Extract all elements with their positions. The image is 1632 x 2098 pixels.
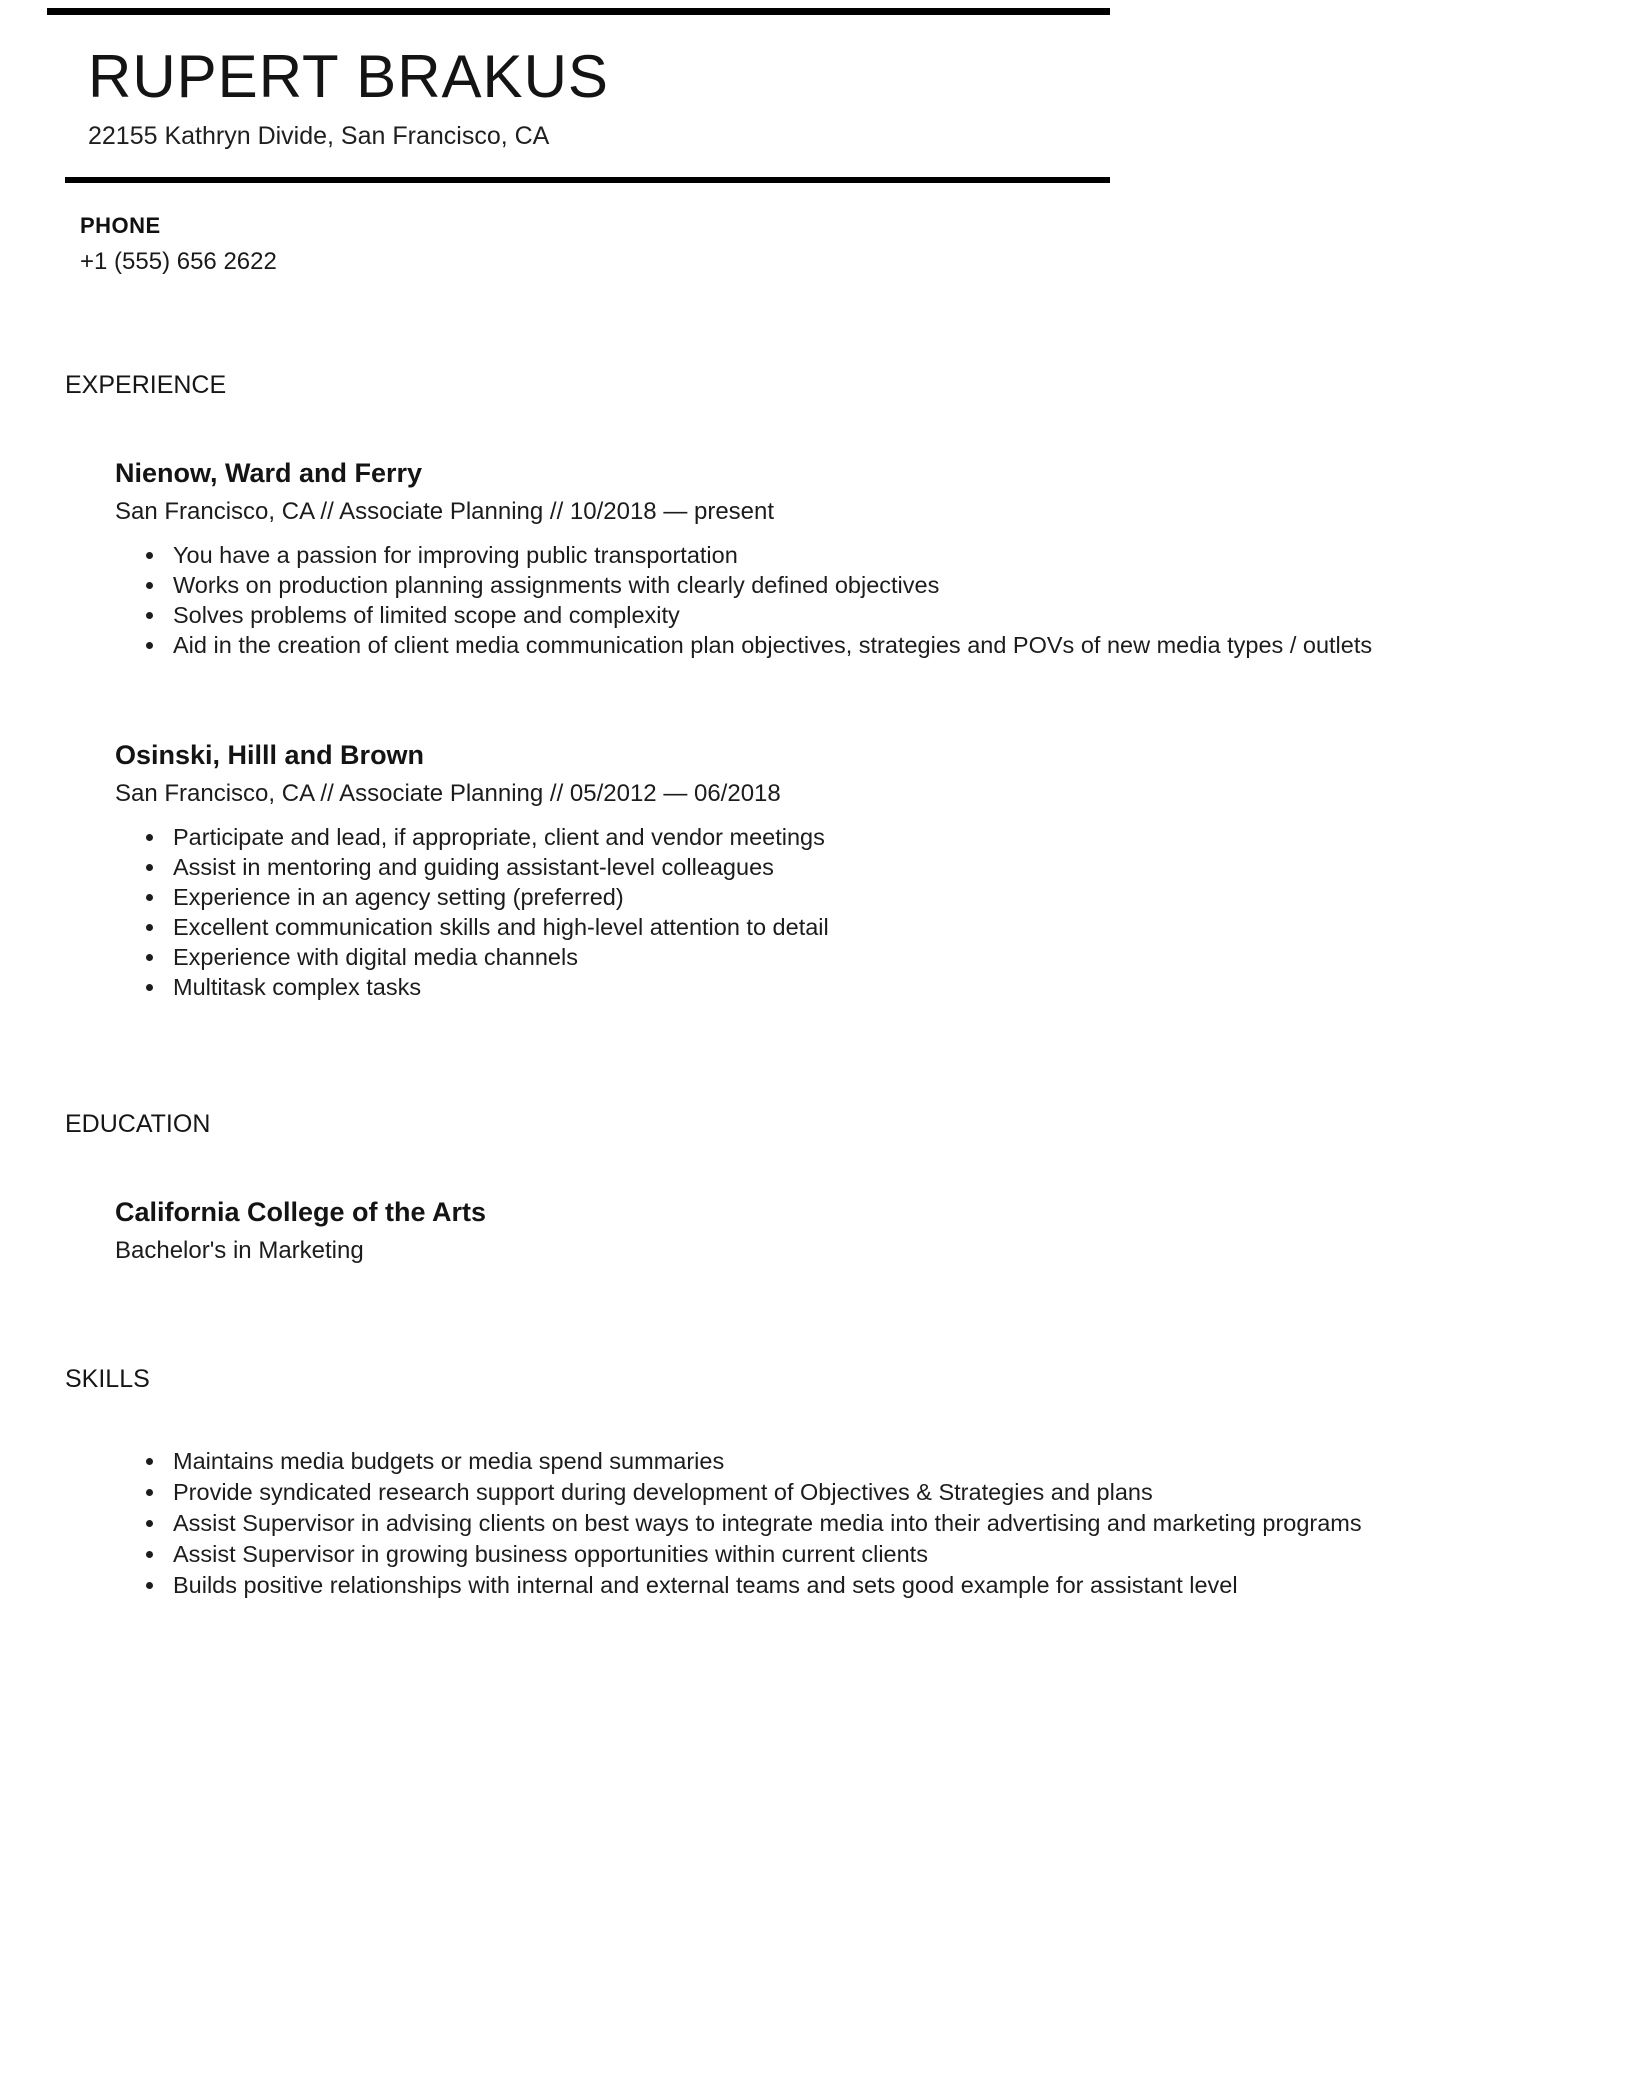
skills-list: [65, 1446, 1567, 1601]
top-accent-bar: [47, 8, 1110, 15]
experience-section: [65, 371, 1567, 1002]
candidate-name: RUPERT BRAKUS: [88, 43, 609, 110]
skill-item: • Assist Supervisor in advising clients on best ways to integrate media into their advertising and marketing programs: [167, 1508, 1567, 1539]
skill-item: • Maintains media budgets or media spend summaries: [167, 1446, 1567, 1477]
education-school: California College of the Arts: [115, 1197, 487, 1227]
contact-section: [80, 213, 1567, 276]
skill-item: • Builds positive relationships with internal and external teams and sets good example for assistant level: [167, 1570, 1567, 1601]
header-divider: [65, 177, 1110, 183]
job-entry: [115, 458, 1567, 660]
skills-section-title: SKILLS: [65, 1365, 150, 1393]
skill-item: • Assist Supervisor in growing business opportunities within current clients: [167, 1539, 1567, 1570]
skill-item: • Provide syndicated research support during development of Objectives & Strategies and plans: [167, 1477, 1567, 1508]
job-meta-line: San Francisco, CA // Associate Planning // 05/2012 — 06/2018: [115, 780, 781, 807]
bullet-item: • Experience with digital media channels: [167, 942, 1567, 972]
bullet-item: • Assist in mentoring and guiding assistant-level colleagues: [167, 852, 1567, 882]
job-bullet-list: [115, 540, 1567, 660]
bullet-item: • Solves problems of limited scope and complexity: [167, 600, 1567, 630]
bullet-item: • Experience in an agency setting (preferred): [167, 882, 1567, 912]
job-meta-line: San Francisco, CA // Associate Planning // 10/2018 — present: [115, 498, 775, 525]
education-section: [65, 1110, 1567, 1265]
job-company-name: Osinski, Hilll and Brown: [115, 740, 425, 770]
experience-section-title: EXPERIENCE: [65, 371, 227, 399]
job-company-name: Nienow, Ward and Ferry: [115, 458, 423, 488]
education-degree: Bachelor's in Marketing: [115, 1237, 364, 1264]
candidate-address: 22155 Kathryn Divide, San Francisco, CA: [88, 122, 550, 150]
skills-section: [65, 1365, 1567, 1601]
phone-value: +1 (555) 656 2622: [80, 248, 277, 275]
bullet-item: • Works on production planning assignments with clearly defined objectives: [167, 570, 1567, 600]
bullet-item: • Aid in the creation of client media communication plan objectives, strategies and POVs of new media types / outlets: [167, 630, 1567, 660]
resume-header: [65, 0, 1567, 151]
bullet-item: • Excellent communication skills and high-level attention to detail: [167, 912, 1567, 942]
job-entry: [115, 740, 1567, 1002]
bullet-item: • You have a passion for improving public transportation: [167, 540, 1567, 570]
education-entry: [115, 1197, 1567, 1265]
bullet-item: • Participate and lead, if appropriate, client and vendor meetings: [167, 822, 1567, 852]
education-section-title: EDUCATION: [65, 1110, 211, 1138]
job-bullet-list: [115, 822, 1567, 1002]
bullet-item: • Multitask complex tasks: [167, 972, 1567, 1002]
phone-label: PHONE: [80, 213, 161, 238]
